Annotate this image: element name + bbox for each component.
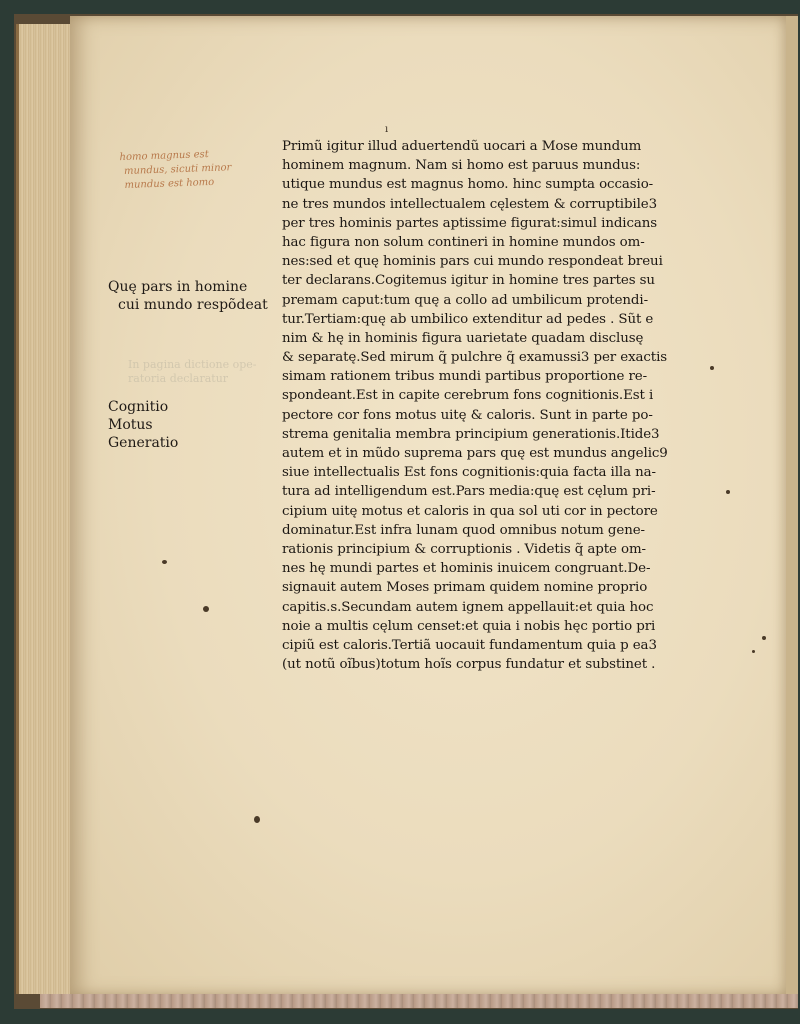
text-line: nes hę mundi partes et hominis inuicem congruant.De- [282,561,651,577]
text-line: noie a multis cęlum censet:et quia i nobis hęc portio pri [282,618,656,634]
facing-page-edge [786,16,798,996]
text-line: nim & hę in hominis figura uarietate quadam disclusę [282,330,644,346]
text-line: cipiũ est caloris.Tertiã uocauit fundamentum quia p ea3 [282,637,657,653]
signature-mark: ı [385,124,389,135]
text-line: tur.Tertiam:quę ab umbilico extenditur ad pedes . Sũt e [282,311,654,327]
text-line: pectore cor fons motus uitę & caloris. Sunt in parte po- [282,407,653,423]
foxing-spot [726,490,730,494]
text-line: strema genitalia membra principium generationis.Itide3 [282,426,660,442]
foxing-spot [762,636,766,640]
gloss-line: Generatio [108,435,179,451]
text-line: signauit autem Moses primam quidem nomine proprio [282,580,648,596]
marginal-gloss-faculties [108,398,228,452]
text-line: ne tres mundos intellectualem cęlestem & corruptibile3 [282,196,658,212]
text-line: utique mundus est magnus homo. hinc sumpta occasio- [282,177,654,193]
text-line: Primũ igitur illud aduertendũ uocari a Mose mundum [282,139,642,154]
text-line: capitis.s.Secundam autem ignem appellauit:et quia hoc [282,599,654,615]
binding-bottom-band [40,994,798,1008]
text-line: (ut notũ oĩbus)totum hoĩs corpus fundatur et substinet . [282,657,656,673]
offset-show-through [128,358,258,386]
handwritten-line: mundus est homo [124,176,215,191]
main-text-block [282,137,682,674]
text-line: premam caput:tum quę a collo ad umbilicum protendi- [282,292,649,308]
offset-line: ratoria declaratur [128,372,229,385]
text-line: spondeant.Est in capite cerebrum fons cognitionis.Est i [282,388,654,404]
text-line: & separatę.Sed mirum q̃ pulchre q̃ examussi3 per exactis [282,350,668,366]
text-line: autem et in mũdo suprema pars quę est mundus angelic9 [282,446,668,461]
handwritten-marginal-note [119,145,300,193]
marginal-gloss-parts [108,278,278,314]
offset-line: In pagina dictione ope- [128,358,257,371]
foxing-spot [203,606,209,612]
gloss-line: Quę pars in homine [108,279,248,295]
handwritten-line: mundus, sicuti minor [123,162,232,177]
gloss-line: cui mundo respõdeat [118,297,268,313]
text-line: simam rationem tribus mundi partibus proportione re- [282,369,648,385]
text-line: hominem magnum. Nam si homo est paruus mundus: [282,158,641,174]
text-line: per tres hominis partes aptissime figurat:simul indicans [282,215,658,231]
foxing-spot [254,816,260,823]
text-line: rationis principium & corruptionis . Videtis q̃ apte om- [282,541,646,557]
text-line: cipium uitę motus et caloris in qua sol uti cor in pectore [282,503,658,519]
foxing-spot [752,650,755,653]
text-line: dominatur.Est infra lunam quod omnibus notum gene- [282,522,645,538]
text-line: tura ad intelligendum est.Pars media:quę est cęlum pri- [282,484,656,500]
foxing-spot [162,560,167,564]
text-line: nes:sed et quę hominis pars cui mundo respondeat breui [282,254,663,270]
gloss-line: Cognitio [108,399,169,415]
handwritten-line: homo magnus est [119,149,209,164]
foxing-spot [710,366,714,370]
page-edges [16,24,77,994]
text-line: ter declarans.Cogitemus igitur in homine tres partes su [282,273,655,289]
text-line: siue intellectualis Est fons cognitionis:quia facta illa na- [282,465,656,481]
text-line: hac figura non solum contineri in homine mundos om- [282,234,645,250]
gloss-line: Motus [108,417,153,433]
